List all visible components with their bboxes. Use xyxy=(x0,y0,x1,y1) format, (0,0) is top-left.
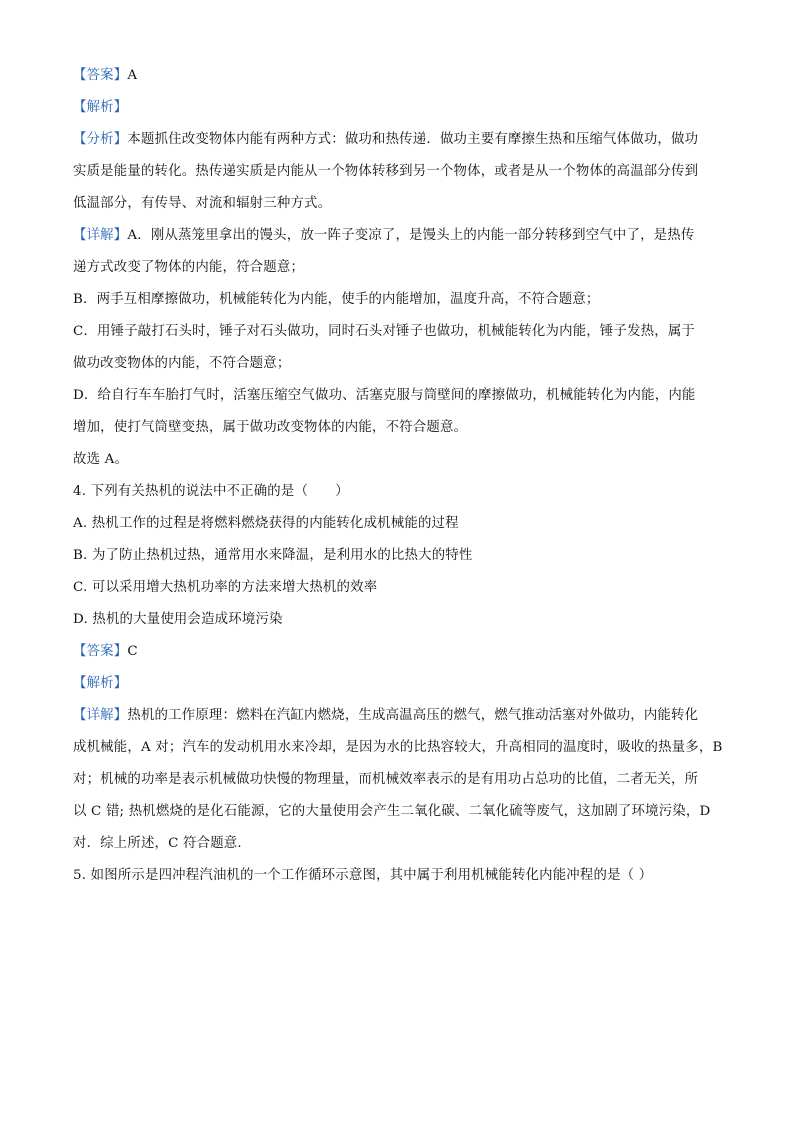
answer-tag: 【答案】 xyxy=(73,68,128,83)
q4-stem: 4. 下列有关热机的说法中不正确的是（ ） xyxy=(73,484,349,499)
q3-analysis-heading xyxy=(73,99,127,117)
q3-xiangjie-line-3: B．两手互相摩擦做功，机械能转化为内能，使手的内能增加，温度升高，不符合题意； xyxy=(73,292,600,307)
q3-fenxi-line-2: 实质是能量的转化。热传递实质是内能从一个物体转移到另一个物体，或者是从一个物体的高温部分传到 xyxy=(73,164,699,179)
q3-conclusion: 故选 A。 xyxy=(73,452,129,467)
q3-xiangjie-line-7: 增加，使打气筒壁变热，属于做功改变物体的内能，不符合题意。 xyxy=(73,420,468,435)
q4-option-a: A. 热机工作的过程是将燃料燃烧获得的内能转化成机械能的过程 xyxy=(73,516,459,531)
q4-xiangjie-line-3: 对；机械的功率是表示机械做功快慢的物理量，而机械效率表示的是有用功占总功的比值，二者无关，所 xyxy=(73,772,699,787)
q3-xiangjie-line-1 xyxy=(73,227,694,245)
answer-value: A xyxy=(127,68,138,83)
q4-xiangjie-line-2: 成机械能，A 对；汽车的发动机用水来冷却，是因为水的比热容较大，升高相同的温度时，吸收的热量多，B xyxy=(73,740,723,755)
q3-xiangjie-line-6: D．给自行车车胎打气时，活塞压缩空气做功、活塞克服与筒壁间的摩擦做功，机械能转化为内能，内能 xyxy=(73,388,696,403)
q4-option-b: B. 为了防止热机过热，通常用水来降温，是利用水的比热大的特性 xyxy=(73,548,473,563)
q3-fenxi-line-3: 低温部分，有传导、对流和辐射三种方式。 xyxy=(73,196,332,211)
q4-option-d: D. 热机的大量使用会造成环境污染 xyxy=(73,612,283,627)
analysis-tag: 【解析】 xyxy=(73,100,128,115)
q3-xiangjie-line-4: C．用锤子敲打石头时，锤子对石头做功，同时石头对锤子也做功，机械能转化为内能，锤子发热，属于 xyxy=(73,324,696,339)
xiangjie-tag: 【详解】 xyxy=(73,228,128,243)
fenxi-text: 本题抓住改变物体内能有两种方式：做功和热传递．做功主要有摩擦生热和压缩气体做功，做功 xyxy=(127,132,699,147)
q3-xiangjie-line-5: 做功改变物体的内能，不符合题意； xyxy=(73,356,291,371)
xiangjie-text: A．刚从蒸笼里拿出的馒头，放一阵子变凉了，是馒头上的内能一部分转移到空气中了，是热传 xyxy=(127,228,695,243)
q4-option-c: C. 可以采用增大热机功率的方法来增大热机的效率 xyxy=(73,580,378,595)
q4-xiangjie-line-5: 对．综上所述，C 符合题意． xyxy=(73,836,251,851)
q3-xiangjie-line-2: 递方式改变了物体的内能，符合题意； xyxy=(73,260,305,275)
analysis-tag: 【解析】 xyxy=(73,676,128,691)
q3-fenxi-line-1 xyxy=(73,131,698,149)
q4-xiangjie-line-1 xyxy=(73,707,698,725)
answer-tag: 【答案】 xyxy=(73,644,128,659)
q4-xiangjie-line-4: 以 C 错; 热机燃烧的是化石能源，它的大量使用会产生二氧化碳、二氧化硫等废气，这加剧了环境污染，D xyxy=(73,804,711,819)
q3-answer-line xyxy=(73,67,137,85)
answer-value: C xyxy=(127,644,138,659)
q5-stem: 5. 如图所示是四冲程汽油机的一个工作循环示意图，其中属于利用机械能转化内能冲程的是（ ） xyxy=(73,868,653,883)
q4-analysis-heading xyxy=(73,675,127,693)
xiangjie-text: 热机的工作原理：燃料在汽缸内燃烧，生成高温高压的燃气，燃气推动活塞对外做功，内能转化 xyxy=(127,708,699,723)
fenxi-tag: 【分析】 xyxy=(73,132,128,147)
xiangjie-tag: 【详解】 xyxy=(73,708,128,723)
q4-answer-line xyxy=(73,643,138,661)
